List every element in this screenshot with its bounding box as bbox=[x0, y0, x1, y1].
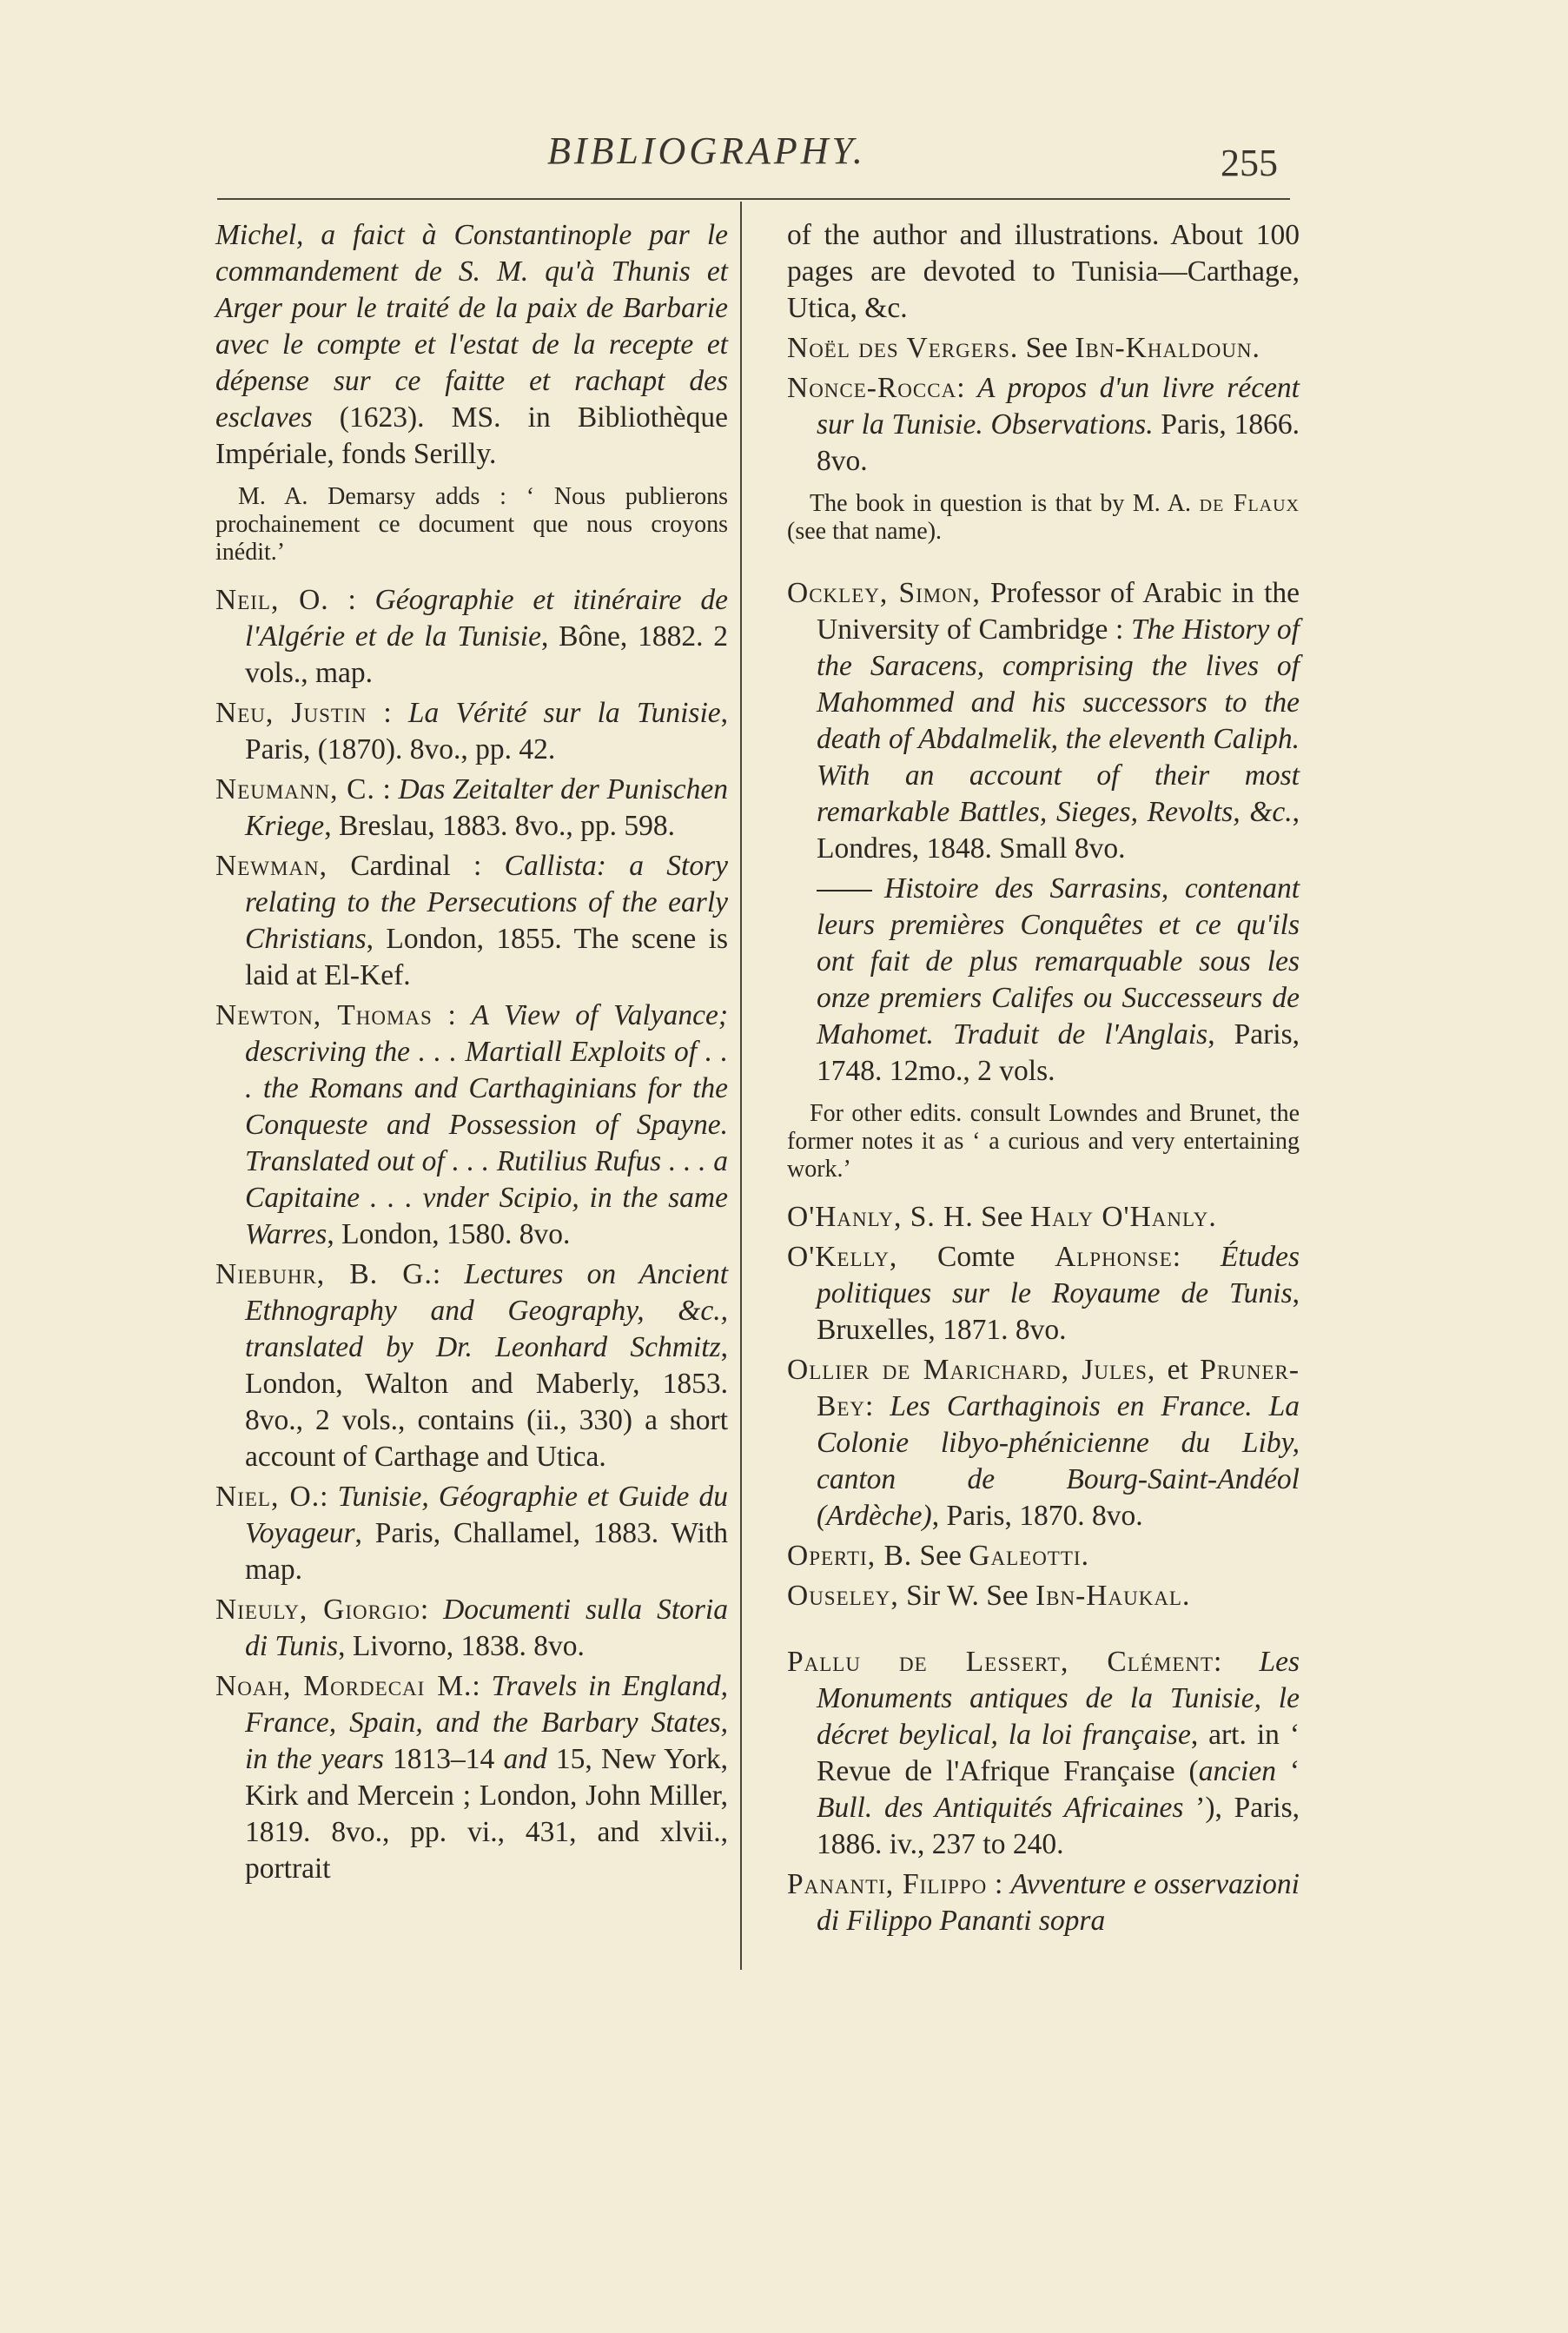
entry-continuation: of the author and illustrations. About 100 pages are devoted to Tunisia—Carthage, Utica, &c. bbox=[787, 219, 1300, 324]
details: , Livorno, 1838. 8vo. bbox=[338, 1630, 585, 1662]
separator: : bbox=[367, 697, 408, 729]
details: , London, 1855. The scene is laid at El-Kef. bbox=[245, 923, 728, 991]
entry-okelly bbox=[787, 1239, 1300, 1349]
separator: : bbox=[956, 372, 978, 404]
cross-reference: Galeotti. bbox=[969, 1540, 1089, 1572]
cross-reference: Ibn-Khaldoun. bbox=[1075, 332, 1260, 364]
title: Les Monuments antiques de la Tunisie, le décret beylical, la loi française bbox=[817, 1646, 1300, 1751]
separator: : bbox=[420, 1594, 444, 1626]
details: , London, Walton and Maberly, 1853. 8vo., 2 vols., contains (ii., 330) a short account of Carthage and Utica. bbox=[245, 1331, 728, 1473]
title: A propos d'un livre récent sur la Tunisie. Observations. bbox=[817, 372, 1300, 441]
author: Ollier de Marichard, Jules, bbox=[787, 1354, 1156, 1386]
details: , art. in ‘ Revue de l'Afrique Française ( bbox=[817, 1719, 1300, 1787]
details: (1623). MS. in Bibliothèque Impériale, fonds Serilly. bbox=[215, 401, 728, 470]
entry-neil bbox=[215, 582, 728, 692]
details: , London, 1580. 8vo. bbox=[327, 1218, 571, 1250]
title: A View of Valyance; descriving the . . . Martiall Exploits of . . . the Romans and Carthaginians for the Conqueste and Possession of Spayne. Translated out of . . . Rutilius Rufus . . . a Capitaine . . . vnder Scipio, in the same Warres bbox=[245, 999, 729, 1250]
separator: : bbox=[320, 1481, 338, 1513]
entry-niebuhr bbox=[215, 1256, 728, 1475]
title: Lectures on Ancient Ethnography and Geography, &c., translated by Dr. Leonhard Schmitz bbox=[245, 1258, 728, 1363]
entry-neu bbox=[215, 695, 728, 768]
column-divider bbox=[740, 202, 742, 1970]
title-ancien: ancien bbox=[1198, 1755, 1276, 1787]
entry-newton bbox=[215, 997, 728, 1253]
title: Documenti sulla Storia di Tunis bbox=[245, 1594, 728, 1662]
entry-michel-continuation bbox=[215, 217, 728, 473]
title: La Vérité sur la Tunisie bbox=[407, 697, 721, 729]
author: Ouseley, bbox=[787, 1580, 899, 1612]
author: Neil, O. bbox=[215, 584, 329, 616]
title: Callista: a Story relating to the Persecutions of the early Christians bbox=[245, 850, 728, 955]
author: Pananti, Filippo bbox=[787, 1868, 988, 1900]
cross-reference: Ibn-Haukal. bbox=[1035, 1580, 1191, 1612]
title-2: Bull. des Antiquités Africaines bbox=[817, 1792, 1184, 1824]
author-extra: Cardinal : bbox=[327, 850, 505, 882]
author: O'Hanly, S. H. bbox=[787, 1201, 974, 1233]
see-label: See bbox=[973, 1201, 1030, 1233]
note-demarsy: M. A. Demarsy adds : ‘ Nous publierons prochainement ce document que nous croyons inédit.’ bbox=[215, 483, 728, 566]
title: Études politiques sur le Royaume de Tunis bbox=[817, 1241, 1300, 1309]
see-label: See bbox=[1018, 332, 1075, 364]
entry-ockley-2 bbox=[787, 871, 1300, 1090]
details-2: ‘ bbox=[1275, 1755, 1300, 1787]
separator: : bbox=[865, 1390, 890, 1422]
author-2: Pruner-Bey bbox=[817, 1354, 1300, 1422]
title: Avventure e osservazioni di Filippo Pananti sopra bbox=[817, 1868, 1300, 1937]
separator: : bbox=[1214, 1646, 1260, 1678]
details: , Paris, 1748. 12mo., 2 vols. bbox=[817, 1018, 1300, 1087]
title: Géographie et itinéraire de l'Algérie et de la Tunisie bbox=[245, 584, 728, 653]
author-extra: Comte bbox=[897, 1241, 1055, 1273]
see-label: See bbox=[986, 1580, 1036, 1612]
details: , Paris, (1870). 8vo., pp. 42. bbox=[245, 697, 729, 766]
title: Histoire des Sarrasins, contenant leurs premières Conquêtes et ce qu'ils ont fait de plus remarquable sous les onze premiers Califes ou Successeurs de Mahomet. Traduit de l'Anglais bbox=[817, 872, 1300, 1051]
ditto-dash bbox=[817, 890, 872, 891]
cross-reference: de Flaux bbox=[1199, 490, 1300, 517]
author: Neumann, C. bbox=[215, 773, 375, 805]
entry-nonce-rocca bbox=[787, 370, 1300, 480]
author: Nieuly, Giorgio bbox=[215, 1594, 420, 1626]
author: Newton, Thomas bbox=[215, 999, 433, 1031]
details-3: ’), Paris, 1886. iv., 237 to 240. bbox=[817, 1792, 1300, 1860]
author: O'Kelly, bbox=[787, 1241, 898, 1273]
author: Pallu de Lessert, Clément bbox=[787, 1646, 1214, 1678]
title-and: and bbox=[503, 1743, 547, 1775]
page-header bbox=[0, 0, 1568, 200]
see-label: See bbox=[912, 1540, 969, 1572]
title: The History of the Saracens, comprising the lives of Mahommed and his successors to the death of Abdalmelik, the eleventh Caliph. With an account of their most remarkable Battles, Sieges, Revolts, &c. bbox=[817, 613, 1300, 828]
author: Newman, bbox=[215, 850, 327, 882]
details-2: 15, New York, Kirk and Mercein ; London, John Miller, 1819. 8vo., pp. vi., 431, and xlvii., portrait bbox=[245, 1743, 728, 1885]
entry-ollier bbox=[787, 1352, 1300, 1534]
author: Neu, Justin bbox=[215, 697, 367, 729]
title: Travels in England, France, Spain, and the Barbary States, in the years bbox=[245, 1670, 728, 1775]
entry-ouseley bbox=[787, 1578, 1300, 1614]
details: , Bône, 1882. 2 vols., map. bbox=[245, 620, 729, 689]
author: Noah, Mordecai M. bbox=[215, 1670, 473, 1702]
entry-nieuly bbox=[215, 1592, 728, 1665]
details: 1813–14 bbox=[383, 1743, 504, 1775]
note-rest: (see that name). bbox=[787, 518, 943, 545]
separator: : bbox=[432, 999, 472, 1031]
author: Niel, O. bbox=[215, 1481, 321, 1513]
separator: : bbox=[472, 1670, 492, 1702]
separator: : bbox=[374, 773, 399, 805]
author-extra: Professor of Arabic in the University of Cambridge : bbox=[817, 577, 1300, 646]
details: , Bruxelles, 1871. 8vo. bbox=[817, 1277, 1300, 1346]
author-extra: et bbox=[1155, 1354, 1201, 1386]
entry-newman bbox=[215, 848, 728, 994]
title: Das Zeitalter der Punischen Kriege bbox=[245, 773, 728, 842]
entry-operti bbox=[787, 1538, 1300, 1574]
author: Noël des Vergers. bbox=[787, 332, 1019, 364]
details: , Londres, 1848. Small 8vo. bbox=[817, 796, 1300, 865]
right-column bbox=[787, 217, 1300, 1943]
author: Operti, B. bbox=[787, 1540, 913, 1572]
running-title: BIBLIOGRAPHY. bbox=[547, 129, 866, 172]
author: Nonce-Rocca bbox=[787, 372, 957, 404]
author: Niebuhr, B. G. bbox=[215, 1258, 433, 1290]
title: Les Carthaginois en France. La Colonie libyo-phénicienne du Liby, canton de Bourg-Saint-Andéol (Ardèche) bbox=[817, 1390, 1300, 1532]
note-nonce-rocca bbox=[787, 490, 1300, 546]
separator: : bbox=[432, 1258, 465, 1290]
details: , Breslau, 1883. 8vo., pp. 598. bbox=[324, 810, 676, 842]
entry-noel-des-vergers bbox=[787, 330, 1300, 367]
entry-ohanly bbox=[787, 1199, 1300, 1236]
author: Ockley, Simon, bbox=[787, 577, 981, 609]
entry-pananti bbox=[787, 1866, 1300, 1939]
entry-neumann bbox=[215, 772, 728, 845]
cross-reference: Haly O'Hanly. bbox=[1029, 1201, 1217, 1233]
entry-noah bbox=[215, 1668, 728, 1887]
separator: : bbox=[987, 1868, 1011, 1900]
details: Paris, 1866. 8vo. bbox=[817, 408, 1300, 477]
entry-ockley bbox=[787, 575, 1300, 867]
separator: : bbox=[1172, 1241, 1221, 1273]
author-2: Alphonse bbox=[1055, 1241, 1173, 1273]
details: , Paris, 1870. 8vo. bbox=[931, 1500, 1143, 1532]
entry-niel bbox=[215, 1479, 728, 1588]
note-ockley: For other edits. consult Lowndes and Brunet, the former notes it as ‘ a curious and very entertaining work.’ bbox=[787, 1100, 1300, 1183]
note-text: The book in question is that by M. A. bbox=[810, 490, 1200, 517]
header-rule bbox=[217, 198, 1290, 200]
details: , Paris, Challamel, 1883. With map. bbox=[245, 1517, 728, 1586]
entry-pallu-de-lessert bbox=[787, 1644, 1300, 1863]
separator: : bbox=[328, 584, 375, 616]
title: Tunisie, Géographie et Guide du Voyageur bbox=[245, 1481, 728, 1549]
page-number: 255 bbox=[1221, 142, 1278, 184]
title: Michel, a faict à Constantinople par le commandement de S. M. qu'à Thunis et Arger pour le traité de la paix de Barbarie avec le compte et l'estat de la recepte et dépense sur ce faitte et rachapt des esclaves bbox=[215, 219, 728, 434]
author-extra: Sir W. bbox=[898, 1580, 987, 1612]
left-column bbox=[215, 217, 728, 1891]
